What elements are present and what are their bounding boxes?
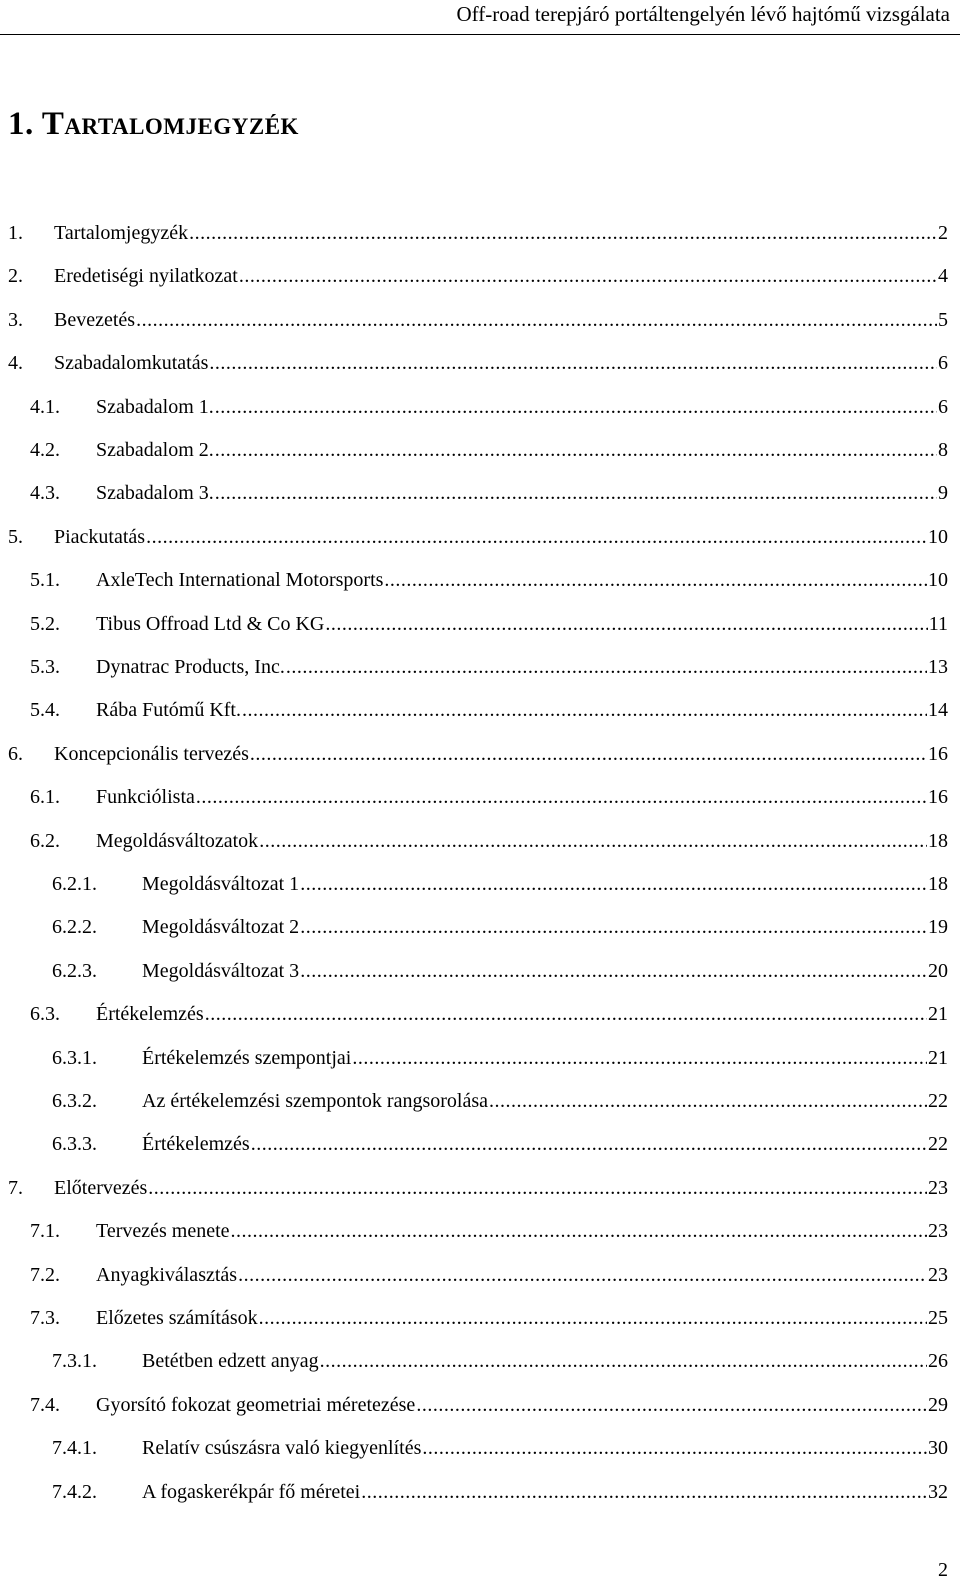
toc-entry-page: 29 [928, 1393, 948, 1416]
toc-dot-leader [352, 1043, 927, 1073]
toc-entry-page: 32 [928, 1480, 948, 1503]
toc-entry-title: Előtervezés [54, 1176, 148, 1199]
toc-entry-title: Tibus Offroad Ltd & Co KG [96, 612, 325, 635]
toc-entry-number: 6. [8, 742, 23, 765]
toc-entry[interactable] [52, 956, 948, 986]
toc-entry-title: Anyagkiválasztás [96, 1263, 238, 1286]
toc-entry[interactable] [8, 739, 948, 769]
toc-entry[interactable] [52, 1433, 948, 1463]
toc-entry[interactable] [30, 1260, 948, 1290]
toc-entry-number: 6.2. [30, 829, 60, 852]
toc-entry-title: Szabadalomkutatás [54, 352, 209, 375]
toc-dot-leader [259, 1303, 927, 1333]
toc-dot-leader [325, 609, 927, 639]
toc-entry-title: Piackutatás [54, 525, 146, 548]
toc-entry-number: 6.2.3. [52, 959, 97, 982]
toc-entry-number: 5.3. [30, 656, 60, 678]
toc-entry-page: 16 [928, 742, 948, 765]
toc-entry-title: A fogaskerékpár fő méretei [142, 1480, 361, 1503]
toc-entry-number: 6.2.2. [52, 916, 97, 939]
toc-dot-leader [300, 869, 927, 899]
toc-dot-leader [300, 912, 927, 942]
toc-entry[interactable] [52, 1346, 948, 1376]
toc-entry-number: 6.3.1. [52, 1046, 97, 1069]
toc-entry-title: Betétben edzett anyag [142, 1350, 319, 1373]
toc-entry-page: 20 [928, 959, 948, 982]
toc-entry-page: 26 [928, 1350, 948, 1373]
toc-entry-number: 4.1. [30, 395, 60, 418]
toc-entry-title: Funkciólista [96, 786, 195, 809]
toc-entry-page: 23 [928, 1176, 948, 1199]
toc-entry[interactable] [52, 1043, 948, 1073]
toc-entry-title: Koncepcionális tervezés [54, 742, 249, 765]
page-number: 2 [938, 1559, 948, 1581]
toc-dot-leader [300, 956, 927, 986]
toc-entry-number: 6.2.1. [52, 873, 97, 895]
toc-dot-leader [489, 1086, 927, 1116]
toc-dot-leader [239, 261, 937, 291]
toc-dot-leader [136, 305, 937, 335]
toc-entry-title: Megoldásváltozat 1 [142, 873, 300, 895]
toc-entry[interactable] [8, 218, 948, 248]
toc-dot-leader [320, 1346, 927, 1376]
toc-entry-number: 5. [8, 525, 23, 548]
toc-entry-page: 19 [928, 916, 948, 939]
toc-dot-leader [205, 999, 927, 1029]
toc-entry[interactable] [30, 652, 948, 682]
toc-entry-page: 18 [928, 873, 948, 895]
toc-entry-page: 9 [938, 482, 948, 505]
toc-entry-page: 22 [928, 1090, 948, 1112]
toc-entry-number: 1. [8, 222, 23, 244]
toc-entry[interactable] [8, 1173, 948, 1203]
toc-entry-title: Dynatrac Products, Inc. [96, 656, 285, 678]
toc-entry[interactable] [8, 522, 948, 552]
toc-entry-number: 5.2. [30, 612, 60, 635]
toc-entry[interactable] [30, 782, 948, 812]
toc-entry-page: 16 [928, 786, 948, 809]
toc-entry-page: 21 [928, 1046, 948, 1069]
toc-dot-leader [361, 1477, 927, 1507]
toc-entry-title: Tartalomjegyzék [54, 222, 189, 244]
toc-entry-title: Szabadalom 1. [96, 395, 214, 418]
toc-entry-page: 30 [928, 1437, 948, 1460]
toc-entry-title: Értékelemzés [142, 1133, 250, 1156]
toc-dot-leader [238, 1260, 927, 1290]
toc-entry[interactable] [30, 999, 948, 1029]
toc-entry-number: 5.4. [30, 699, 60, 722]
toc-entry-page: 23 [928, 1263, 948, 1286]
toc-entry-title: Megoldásváltozat 3 [142, 959, 300, 982]
toc-dot-leader [209, 348, 937, 378]
toc-entry-page: 11 [928, 612, 948, 635]
toc-entry-number: 4. [8, 352, 23, 375]
toc-entry-title: Gyorsító fokozat geometriai méretezése [96, 1393, 416, 1416]
toc-entry-number: 3. [8, 308, 23, 331]
toc-entry[interactable] [30, 826, 948, 856]
toc-entry[interactable] [52, 912, 948, 942]
toc-dot-leader [148, 1173, 927, 1203]
toc-entry-title: AxleTech International Motorsports [96, 569, 384, 592]
toc-dot-leader [422, 1433, 927, 1463]
toc-entry-title: Az értékelemzési szempontok rangsorolása [142, 1090, 488, 1112]
toc-dot-leader [416, 1390, 927, 1420]
toc-entry-number: 5.1. [30, 569, 60, 592]
toc-dot-leader [259, 826, 927, 856]
toc-entry-page: 14 [928, 699, 948, 722]
toc-dot-leader [215, 392, 937, 422]
toc-dot-leader [384, 565, 927, 595]
toc-dot-leader [242, 695, 927, 725]
toc-dot-leader [215, 478, 937, 508]
toc-entry[interactable] [52, 1086, 948, 1116]
toc-entry-number: 6.1. [30, 786, 60, 809]
toc-entry-number: 7.4.2. [52, 1480, 97, 1503]
toc-entry-title: Tervezés menete [96, 1220, 230, 1243]
toc-entry-number: 7.2. [30, 1263, 60, 1286]
toc-entry-number: 4.3. [30, 482, 60, 505]
toc-entry-number: 7.4. [30, 1393, 60, 1416]
toc-entry-page: 10 [928, 525, 948, 548]
toc-dot-leader [215, 435, 937, 465]
toc-entry-page: 6 [938, 395, 948, 418]
toc-entry-page: 23 [928, 1220, 948, 1243]
toc-entry-title: Szabadalom 2. [96, 439, 214, 461]
toc-entry-title: Előzetes számítások [96, 1307, 258, 1329]
toc-dot-leader [189, 218, 937, 248]
toc-entry-number: 7. [8, 1176, 23, 1199]
toc-entry[interactable] [30, 392, 948, 422]
header-divider [0, 34, 960, 35]
toc-entry-number: 7.3.1. [52, 1350, 97, 1373]
toc-entry-title: Bevezetés [54, 308, 136, 331]
toc-entry-title: Eredetiségi nyilatkozat [54, 265, 238, 288]
toc-dot-leader [231, 1216, 927, 1246]
toc-entry-title: Megoldásváltozatok [96, 829, 259, 852]
toc-entry-number: 6.3. [30, 1003, 60, 1026]
toc-entry-page: 2 [938, 222, 948, 244]
toc-entry-page: 4 [938, 265, 948, 288]
toc-entry-page: 6 [938, 352, 948, 375]
toc-entry-title: Értékelemzés [96, 1003, 204, 1026]
toc-entry-page: 25 [928, 1307, 948, 1329]
toc-dot-leader [196, 782, 927, 812]
page-title: 1. Tartalomjegyzék [8, 106, 299, 142]
toc-entry[interactable] [30, 478, 948, 508]
toc-entry-title: Megoldásváltozat 2 [142, 916, 300, 939]
toc-entry[interactable] [52, 1129, 948, 1159]
toc-entry[interactable] [30, 565, 948, 595]
toc-entry[interactable] [8, 348, 948, 378]
toc-entry[interactable] [8, 305, 948, 335]
toc-entry-page: 21 [928, 1003, 948, 1026]
toc-entry[interactable] [52, 1477, 948, 1507]
toc-entry-number: 6.3.2. [52, 1090, 97, 1112]
toc-entry-number: 7.3. [30, 1307, 60, 1329]
toc-entry-page: 18 [928, 829, 948, 852]
toc-entry[interactable] [30, 609, 948, 639]
toc-entry-title: Értékelemzés szempontjai [142, 1046, 352, 1069]
toc-entry-number: 7.4.1. [52, 1437, 97, 1460]
toc-entry-number: 2. [8, 265, 23, 288]
toc-entry-page: 10 [928, 569, 948, 592]
toc-entry-page: 13 [928, 656, 948, 678]
toc-entry-title: Relatív csúszásra való kiegyenlítés [142, 1437, 422, 1460]
running-header: Off-road terepjáró portáltengelyén lévő hajtómű vizsgálata [456, 2, 950, 26]
toc-entry-page: 8 [938, 439, 948, 461]
toc-entry-title: Szabadalom 3. [96, 482, 214, 505]
toc-entry[interactable] [8, 261, 948, 291]
toc-dot-leader [251, 1129, 927, 1159]
toc-dot-leader [286, 652, 927, 682]
toc-entry[interactable] [30, 1303, 948, 1333]
toc-entry-number: 6.3.3. [52, 1133, 97, 1156]
toc-entry-page: 5 [938, 308, 948, 331]
toc-dot-leader [250, 739, 927, 769]
toc-entry[interactable] [30, 1390, 948, 1420]
toc-entry-number: 4.2. [30, 439, 60, 461]
toc-entry[interactable] [30, 695, 948, 725]
toc-entry-title: Rába Futómű Kft. [96, 699, 241, 722]
toc-entry[interactable] [52, 869, 948, 899]
toc-dot-leader [146, 522, 927, 552]
toc-entry-number: 7.1. [30, 1220, 60, 1243]
toc-entry[interactable] [30, 1216, 948, 1246]
toc-entry-page: 22 [928, 1133, 948, 1156]
toc-entry[interactable] [30, 435, 948, 465]
